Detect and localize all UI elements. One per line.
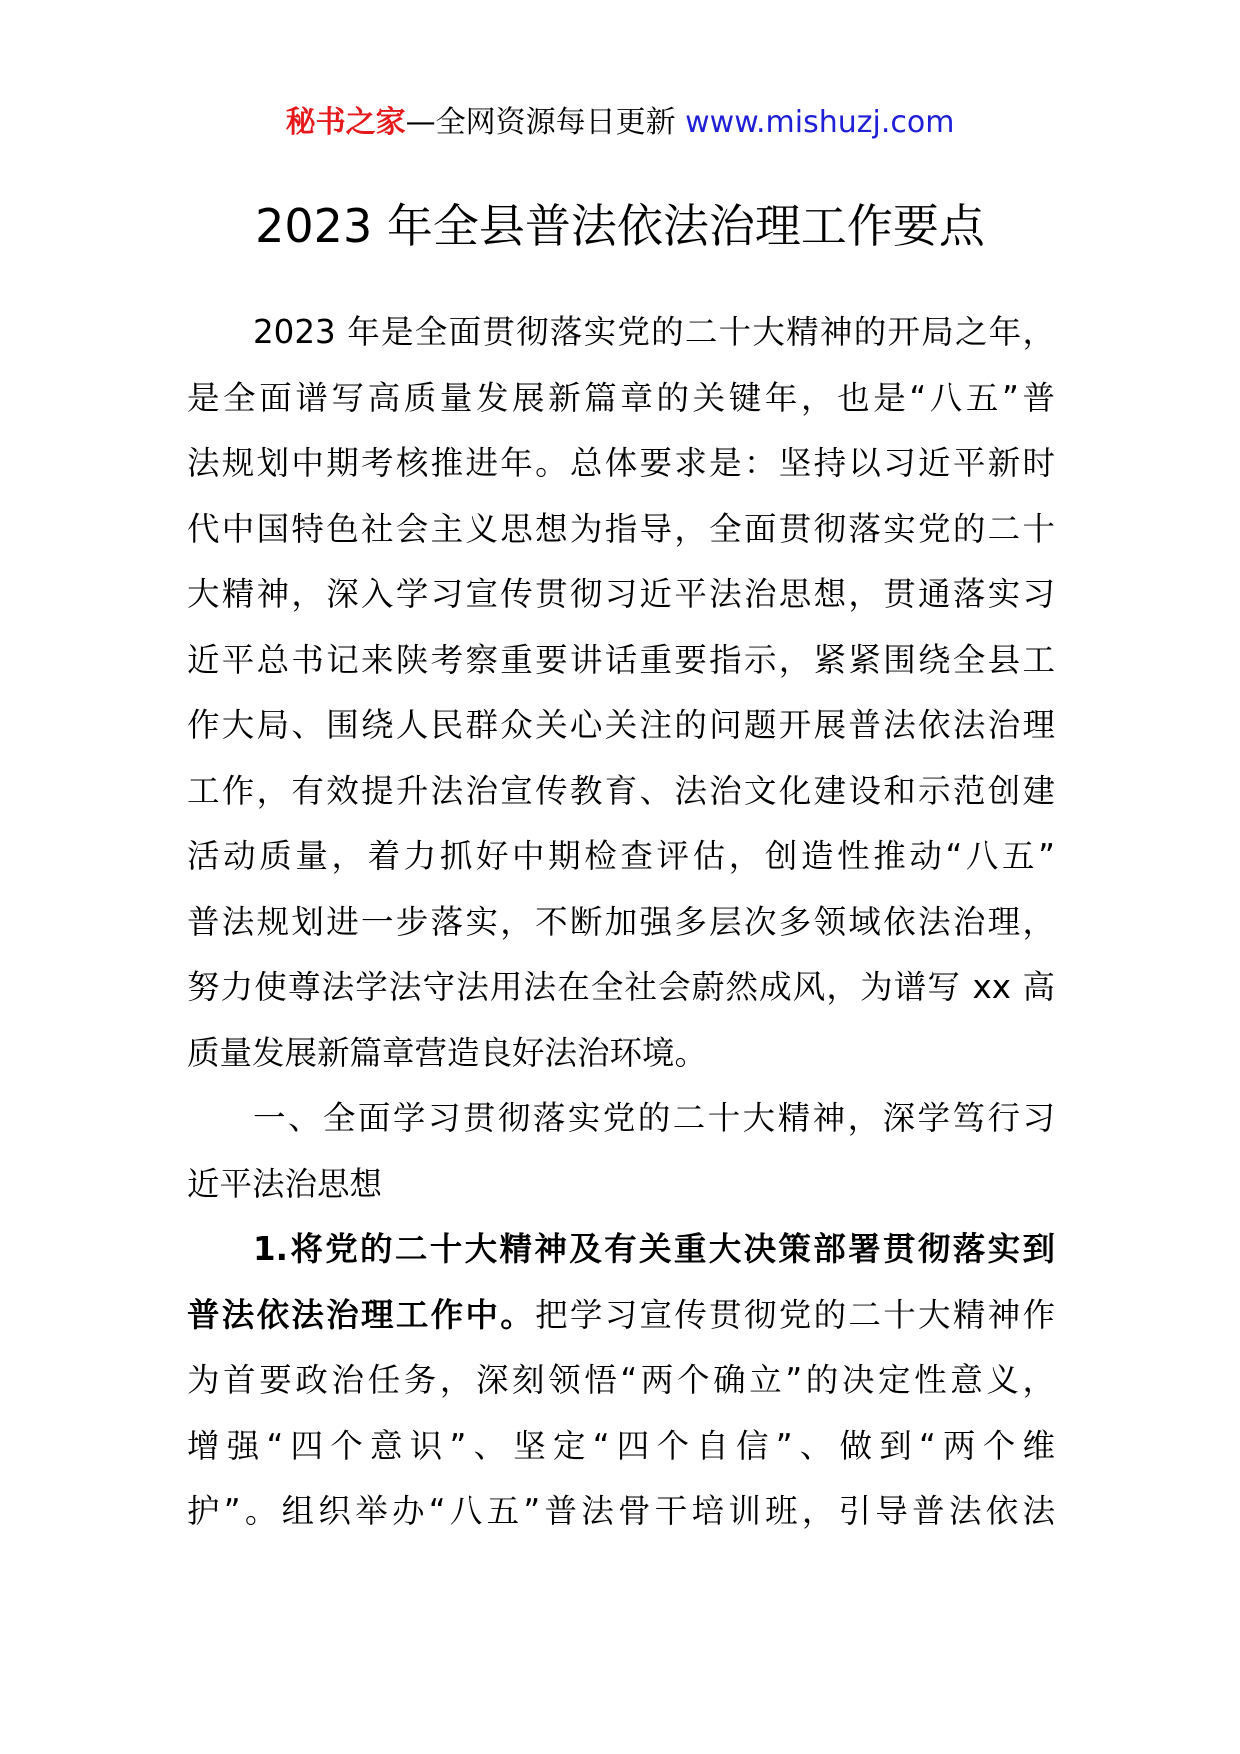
document-body bbox=[187, 300, 1055, 1545]
paragraph-line: 大精神，深入学习宣传贯彻习近平法治思想，贯通落实习 bbox=[187, 575, 1055, 613]
paragraph-line: 代中国特色社会主义思想为指导，全面贯彻落实党的二十 bbox=[187, 509, 1055, 548]
site-header bbox=[0, 100, 1240, 146]
paragraph-line: 作大局、围绕人民群众关心关注的问题开展普法依法治理 bbox=[187, 706, 1055, 744]
site-url-link[interactable]: www.mishuzj.com bbox=[685, 105, 955, 140]
paragraph-line: 近平总书记来陕考察重要讲话重要指示，紧紧围绕全县工 bbox=[187, 640, 1055, 679]
paragraph-line: 2023 年是全面贯彻落实党的二十大精神的开局之年， bbox=[253, 313, 1055, 351]
item-1-paragraph bbox=[187, 1217, 1055, 1545]
paragraph-line: 是全面谱写高质量发展新篇章的关键年，也是“八五”普 bbox=[187, 378, 1055, 417]
site-tagline: —全网资源每日更新 bbox=[405, 105, 686, 140]
paragraph-line: 法规划中期考核推进年。总体要求是：坚持以习近平新时 bbox=[187, 444, 1055, 482]
heading-line: 近平法治思想 bbox=[187, 1164, 383, 1203]
item-heading-tail: 普法依法治理工作中。 bbox=[187, 1295, 536, 1334]
document-title: 2023 年全县普法依法治理工作要点 bbox=[255, 199, 985, 253]
paragraph-line: 工作，有效提升法治宣传教育、法治文化建设和示范创建 bbox=[187, 771, 1055, 810]
paragraph-line: 为首要政治任务，深刻领悟“两个确立”的决定性意义， bbox=[187, 1361, 1055, 1399]
paragraph-line: 护”。组织举办“八五”普法骨干培训班，引导普法依法 bbox=[187, 1492, 1055, 1530]
heading-line: 一、全面学习贯彻落实党的二十大精神，深学笃行习 bbox=[253, 1099, 1055, 1137]
site-brand: 秘书之家 bbox=[285, 105, 406, 140]
intro-paragraph bbox=[187, 300, 1055, 1086]
item-text: 把学习宣传贯彻党的二十大精神作 bbox=[535, 1295, 1055, 1334]
paragraph-line: 努力使尊法学法守法用法在全社会蔚然成风，为谱写 xx 高 bbox=[187, 968, 1055, 1006]
paragraph-line: 增强“四个意识”、坚定“四个自信”、做到“两个维 bbox=[187, 1426, 1055, 1465]
paragraph-line bbox=[187, 1283, 1055, 1349]
item-heading-line: 1.将党的二十大精神及有关重大决策部署贯彻落实到 bbox=[253, 1230, 1055, 1268]
paragraph-line: 普法规划进一步落实，不断加强多层次多领域依法治理， bbox=[187, 902, 1055, 941]
paragraph-line: 质量发展新篇章营造良好法治环境。 bbox=[187, 1033, 708, 1072]
paragraph-line: 活动质量，着力抓好中期检查评估，创造性推动“八五” bbox=[187, 837, 1055, 875]
section-heading-1 bbox=[187, 1086, 1055, 1217]
